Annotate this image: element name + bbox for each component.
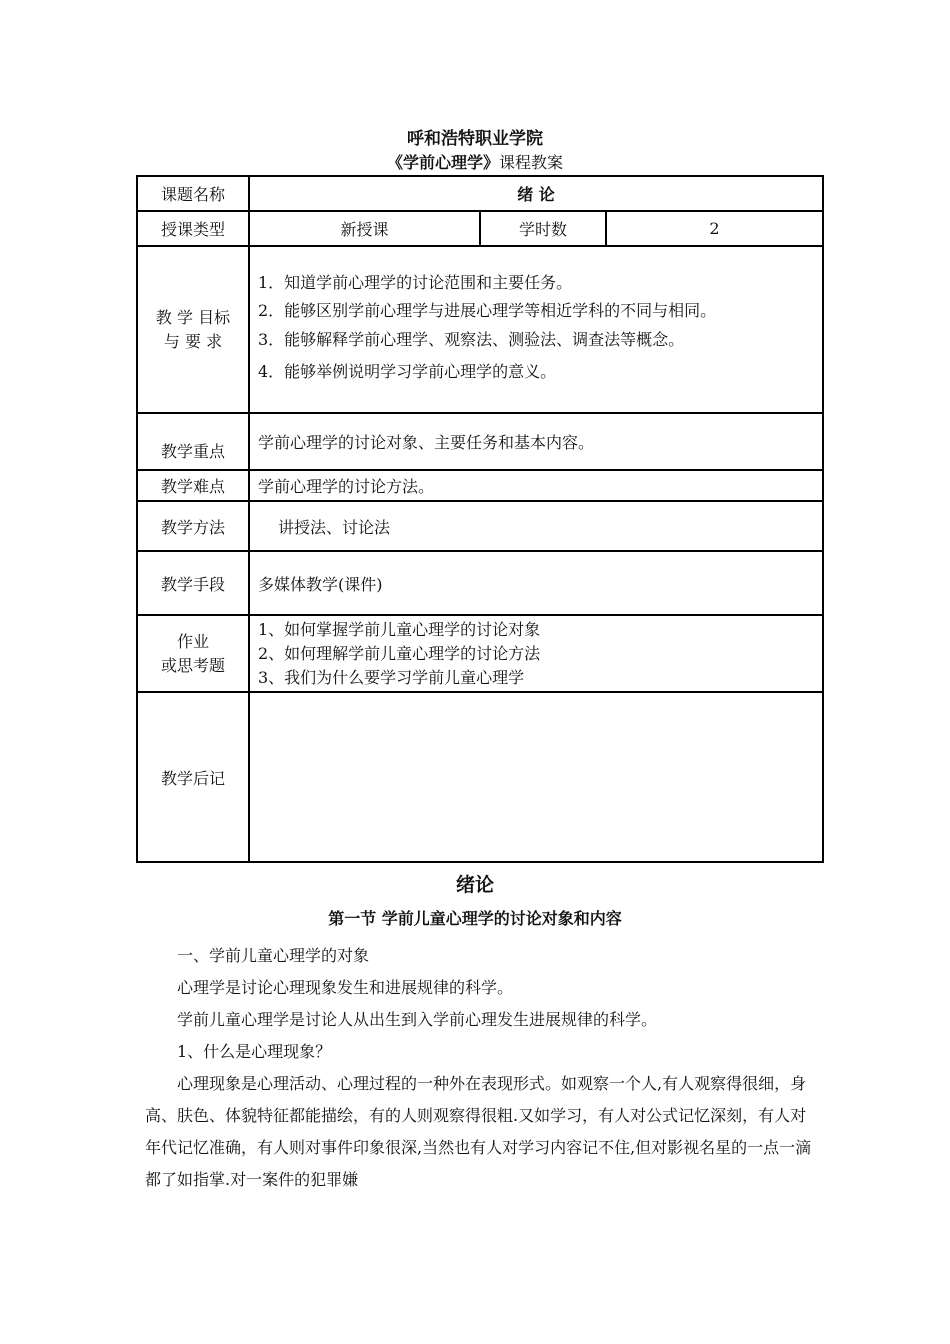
paragraph: 学前儿童心理学是讨论人从出生到入学前心理发生进展规律的科学。: [177, 1010, 658, 1029]
lesson-plan-table: [136, 175, 824, 863]
means-label: 教学手段: [137, 551, 249, 615]
difficulty-label: 教学难点: [137, 470, 249, 501]
method-label: 教学方法: [137, 501, 249, 551]
goal-item: 3．能够解释学前心理学、观察法、测验法、调查法等概念。: [258, 329, 685, 349]
course-title: [0, 150, 950, 173]
homework-label-line: 作业: [176, 631, 209, 651]
table-row: [137, 615, 823, 692]
homework-label-line: 或思考题: [160, 655, 225, 675]
paragraph: 一、学前儿童心理学的对象: [177, 946, 370, 965]
means-value: 多媒体教学(课件): [249, 551, 823, 615]
method-value: 讲授法、讨论法: [249, 501, 823, 551]
table-row: [137, 413, 823, 470]
section-subtitle: 第一节 学前儿童心理学的讨论对象和内容: [328, 909, 622, 928]
table-row: [137, 246, 823, 413]
course-suffix: 课程教案: [499, 153, 564, 172]
topic-label: 课题名称: [137, 176, 249, 211]
goals-label: [137, 246, 249, 413]
type-label: 授课类型: [137, 211, 249, 246]
difficulty-value: 学前心理学的讨论方法。: [249, 470, 823, 501]
goal-item: 2．能够区别学前心理学与进展心理学等相近学科的不同与相同。: [258, 300, 717, 320]
homework-list: [249, 615, 823, 692]
paragraph: 1、什么是心理现象？: [177, 1042, 332, 1061]
goals-label-line: 教 学 目标: [155, 307, 231, 327]
homework-label: [137, 615, 249, 692]
institution-title: 呼和浩特职业学院: [407, 129, 543, 149]
course-name: 《学前心理学》: [386, 153, 499, 172]
homework-item: 2、如何理解学前儿童心理学的讨论方法: [258, 643, 541, 663]
goals-list: [249, 246, 823, 413]
focus-value: 学前心理学的讨论对象、主要任务和基本内容。: [249, 413, 823, 470]
goal-item: 1．知道学前心理学的讨论范围和主要任务。: [258, 272, 573, 292]
goal-item: 4．能够举例说明学习学前心理学的意义。: [258, 361, 557, 381]
section-title: 绪论: [455, 874, 494, 896]
table-row: [137, 470, 823, 501]
table-row: [137, 501, 823, 551]
notes-label: 教学后记: [137, 692, 249, 862]
table-row: [137, 551, 823, 615]
body-text: [145, 940, 817, 1196]
hours-value: 2: [606, 211, 823, 246]
topic-value: 绪 论: [249, 176, 823, 211]
homework-item: 1、如何掌握学前儿童心理学的讨论对象: [258, 619, 541, 639]
notes-value: [249, 692, 823, 862]
table-row: [137, 692, 823, 862]
type-value: 新授课: [249, 211, 480, 246]
homework-item: 3、我们为什么要学习学前儿童心理学: [258, 667, 525, 687]
paragraph: 心理学是讨论心理现象发生和进展规律的科学。: [177, 978, 514, 997]
paragraph: 心理现象是心理活动、心理过程的一种外在表现形式。如观察一个人,有人观察得很细，身高、肤色、体貌特征都能描绘，有的人则观察得很粗.又如学习，有人对公式记忆深刻，有人对年代记忆准确，有人则对事件印象很深,当然也有人对学习内容记不住,但对影视名星的一点一滴都了如指掌.对一案件的犯罪嫌: [145, 1074, 812, 1189]
table-row: [137, 176, 823, 211]
hours-label: 学时数: [480, 211, 606, 246]
focus-label: 教学重点: [137, 413, 249, 470]
goals-label-line: 与 要 求: [163, 331, 223, 351]
table-row: [137, 211, 823, 246]
